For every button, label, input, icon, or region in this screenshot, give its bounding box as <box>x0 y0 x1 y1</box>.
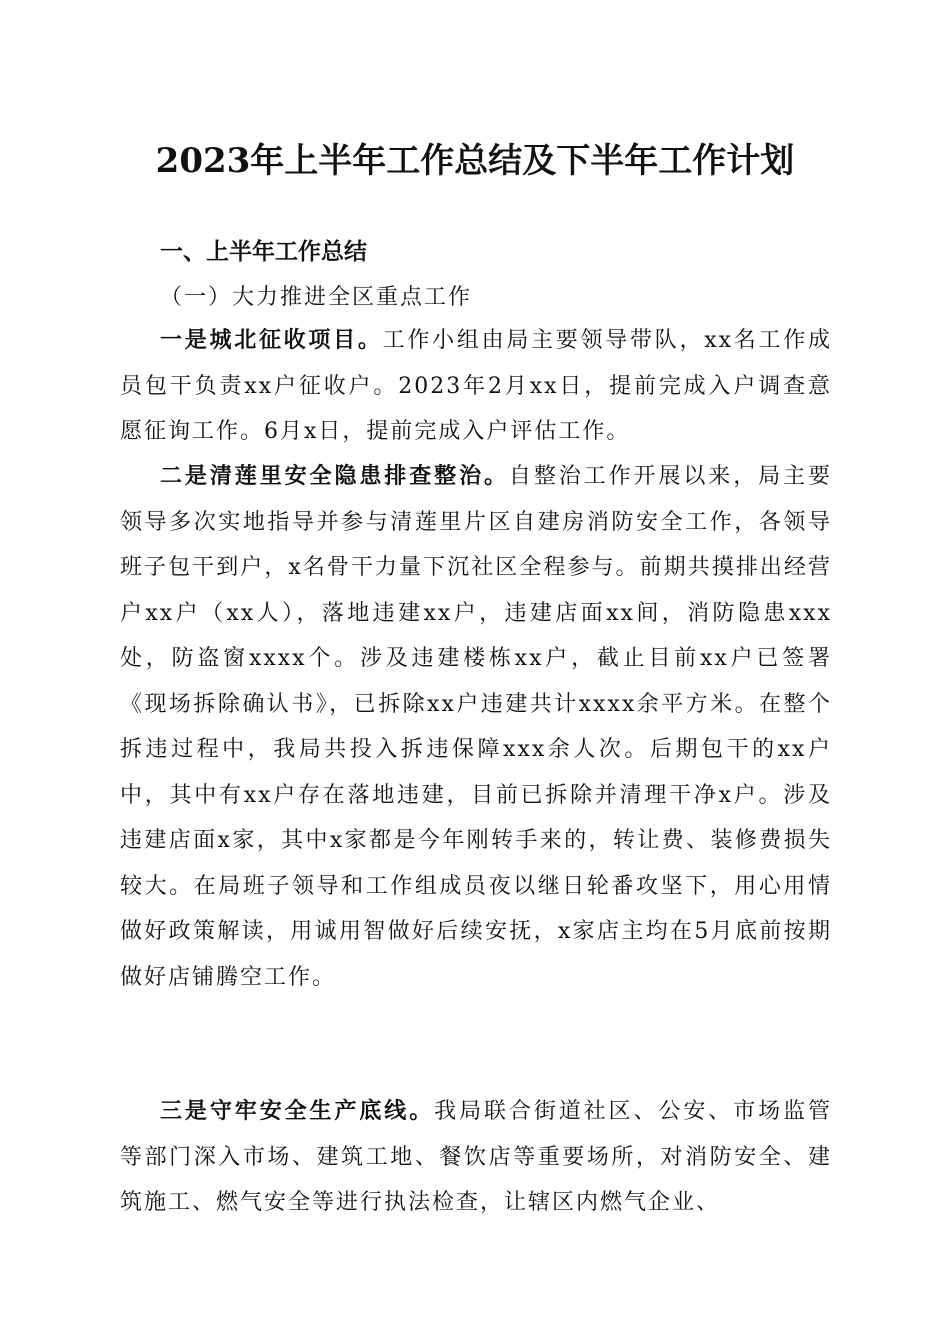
paragraph-2-lead: 二是清莲里安全隐患排查整治。 <box>160 463 509 489</box>
paragraph-3 <box>120 1089 832 1226</box>
paragraph-2-body: 自整治工作开展以来，局主要领导多次实地指导并参与清莲里片区自建房消防安全工作，各领导班子包干到户，x名骨干力量下沉社区全程参与。前期共摸排出经营户xx户（xx人），落地违建xx户，违建店面xx间，消防隐患xxx处，防盗窗xxxx个。涉及违建楼栋xx户，截止目前xx户已签署《现场拆除确认书》，已拆除xx户违建共计xxxx余平方米。在整个拆违过程中，我局共投入拆违保障xxx余人次。后期包干的xx户中，其中有xx户存在落地违建，目前已拆除并清理干净x户。涉及违建店面x家，其中x家都是今年刚转手来的，转让费、装修费损失较大。在局班子领导和工作组成员夜以继日轮番攻坚下，用心用情做好政策解读，用诚用智做好后续安抚，x家店主均在5月底前按期做好店铺腾空工作。 <box>120 464 832 990</box>
paragraph-1-body: 工作小组由局主要领导带队，xx名工作成员包干负责xx户征收户。2023年2月xx日，提前完成入户调查意愿征询工作。6月x日，提前完成入户评估工作。 <box>120 328 832 444</box>
document-title: 2023年上半年工作总结及下半年工作计划 <box>155 141 795 181</box>
paragraph-3-lead: 三是守牢安全生产底线。 <box>160 1098 435 1124</box>
subsection-heading: （一）大力推进全区重点工作 <box>160 285 473 310</box>
paragraph-2 <box>120 454 832 1000</box>
paragraph-1-lead: 一是城北征收项目。 <box>160 327 383 353</box>
paragraph-3-body: 我局联合街道社区、公安、市场监管等部门深入市场、建筑工地、餐饮店等重要场所，对消防安全、建筑施工、燃气安全等进行执法检查，让辖区内燃气企业、 <box>120 1099 832 1215</box>
section-heading: 一、上半年工作总结 <box>160 239 367 265</box>
paragraph-1 <box>120 318 832 455</box>
